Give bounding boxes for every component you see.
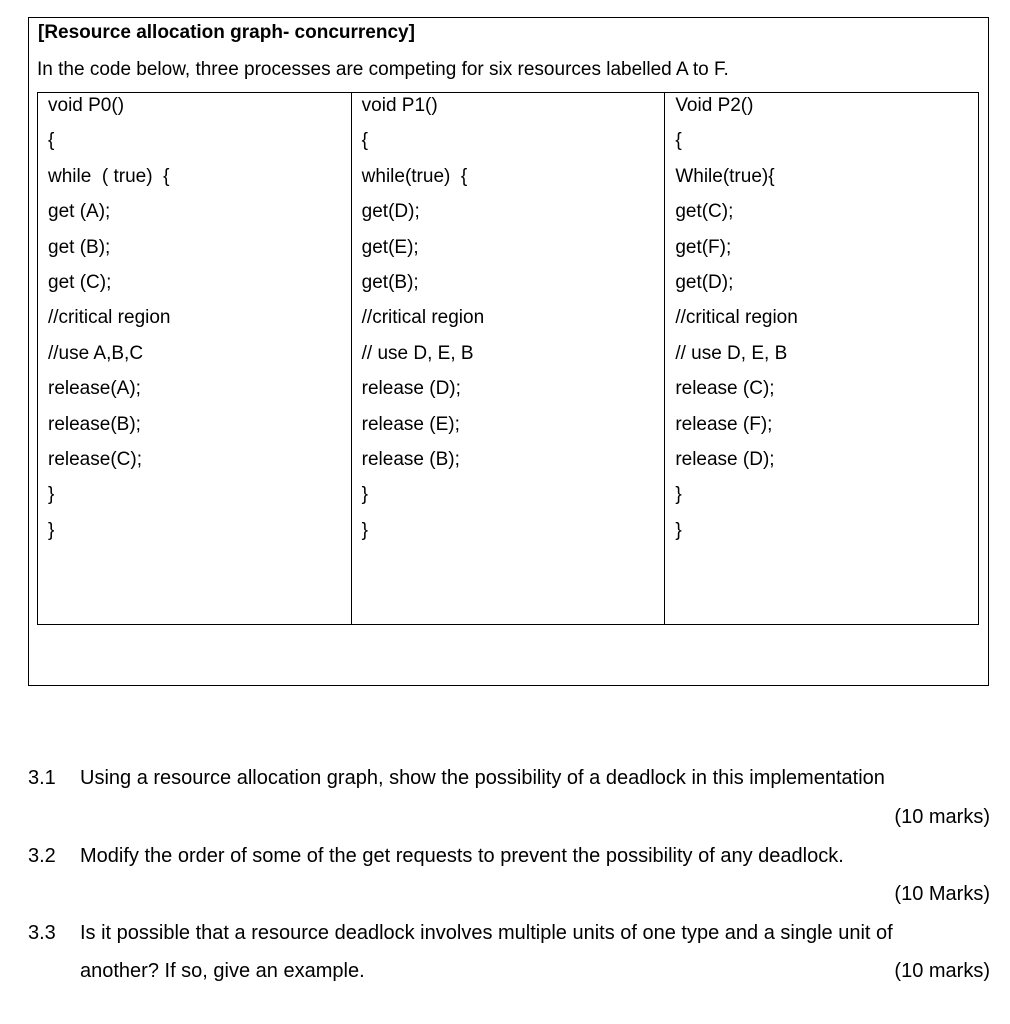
code-line: release(B); [48,413,141,435]
code-line: } [675,484,682,506]
question-3-3 [28,918,990,948]
code-line: { [675,130,682,152]
code-line: get(E); [361,236,419,258]
code-line: get (A); [48,201,111,223]
code-line: // use D, E, B [361,342,474,364]
question-text: Modify the order of some of the get requests to prevent the possibility of any deadlock. [80,845,844,867]
code-line: release (E); [361,413,460,435]
code-line: get(D); [675,271,734,293]
code-line: release (B); [361,448,460,470]
code-column-p1 [351,93,665,625]
code-line: release (D); [675,448,775,470]
question-number: 3.3 [28,922,56,944]
question-3-2-marks-row [28,879,990,909]
code-list-p2 [665,93,978,553]
code-line: { [48,130,55,152]
question-marks: (10 marks) [894,806,990,828]
code-line: } [361,484,369,506]
code-line: } [48,519,55,541]
code-line: release (C); [675,378,775,400]
question-text: Using a resource allocation graph, show the possibility of a deadlock in this implementation [80,767,885,789]
question-3-3-line-2 [28,956,990,986]
question-number: 3.2 [28,845,56,867]
code-line: Void P2() [675,95,754,116]
box-title: [Resource allocation graph- concurrency] [38,22,415,43]
question-text: Is it possible that a resource deadlock involves multiple units of one type and a single unit of [80,922,893,944]
code-line: get(B); [361,271,419,293]
code-line: void P1() [361,95,438,116]
question-3-2 [28,841,990,871]
code-line: } [48,484,55,506]
code-line: //critical region [48,307,171,329]
code-line: While(true){ [675,165,775,187]
code-line: get(F); [675,236,732,258]
code-list-p1 [352,93,665,553]
box-intro: In the code below, three processes are competing for six resources labelled A to F. [37,59,729,80]
code-column-p2 [665,93,979,625]
code-line: get (B); [48,236,111,258]
code-line: while(true) { [361,165,468,187]
code-line: //critical region [361,307,485,329]
code-line: release (D); [361,378,461,400]
code-list-p0 [38,93,351,553]
code-column-p0 [38,93,352,625]
question-text-continued: another? If so, give an example. [80,960,365,982]
question-3-1 [28,763,990,793]
code-table-row [38,93,979,625]
code-line: while ( true) { [48,165,170,187]
code-line: { [361,130,369,152]
question-number: 3.1 [28,767,56,789]
code-line: get(D); [361,201,420,223]
code-line: release (F); [675,413,773,435]
code-line: } [675,519,682,541]
code-line: release(C); [48,448,142,470]
question-marks: (10 marks) [894,960,990,982]
code-line: //use A,B,C [48,342,144,364]
code-line: void P0() [48,95,125,116]
code-line: //critical region [675,307,798,329]
code-line: get (C); [48,271,112,293]
question-3-1-marks-row [28,802,990,832]
code-line: release(A); [48,378,141,400]
code-table [37,92,979,625]
code-line: // use D, E, B [675,342,788,364]
code-line: } [361,519,369,541]
code-line: get(C); [675,201,734,223]
question-marks: (10 Marks) [894,883,990,905]
